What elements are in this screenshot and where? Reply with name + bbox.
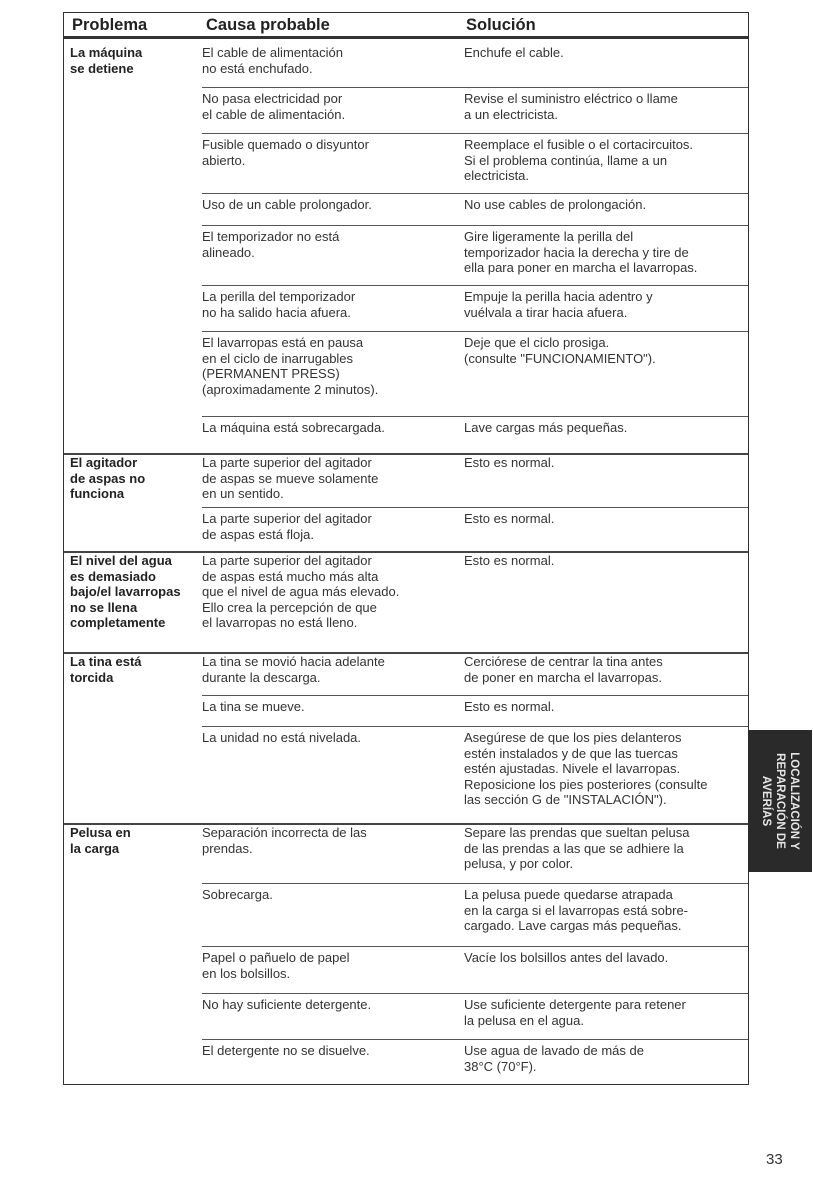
problem-label: Pelusa en la carga <box>70 825 131 856</box>
solution-cell: Separe las prendas que sueltan pelusa de las prendas a las que se adhiere la pelusa, y por color. <box>464 825 690 871</box>
problem-group <box>64 453 748 551</box>
problem-group <box>64 823 748 1086</box>
problem-group <box>64 551 748 652</box>
page-number: 33 <box>766 1151 783 1168</box>
solution-cell: Vacíe los bolsillos antes del lavado. <box>464 950 669 965</box>
solution-cell: No use cables de prolongación. <box>464 197 647 212</box>
cause-cell: Papel o pañuelo de papel en los bolsillos. <box>202 950 350 981</box>
problem-group <box>64 43 748 453</box>
solution-cell: Use agua de lavado de más de 38°C (70°F). <box>464 1043 644 1074</box>
solution-cell: Esto es normal. <box>464 553 555 568</box>
cause-cell: La tina se mueve. <box>202 699 305 714</box>
row-divider <box>202 946 748 947</box>
solution-cell: Gire ligeramente la perilla del temporizador hacia la derecha y tire de ella para poner en marcha el lavarropas. <box>464 229 698 275</box>
cause-cell: La perilla del temporizador no ha salido hacia afuera. <box>202 289 356 320</box>
troubleshooting-table <box>63 12 749 1085</box>
cause-cell: La parte superior del agitador de aspas se mueve solamente en un sentido. <box>202 455 379 501</box>
solution-cell: Esto es normal. <box>464 511 555 526</box>
solution-cell: Revise el suministro eléctrico o llame a un electricista. <box>464 91 678 122</box>
solution-cell: Use suficiente detergente para retener la pelusa en el agua. <box>464 997 686 1028</box>
cause-cell: El lavarropas está en pausa en el ciclo de inarrugables (PERMANENT PRESS) (aproximadamente 2 minutos). <box>202 335 379 397</box>
solution-cell: Esto es normal. <box>464 455 555 470</box>
cause-cell: El detergente no se disuelve. <box>202 1043 370 1058</box>
cause-cell: El cable de alimentación no está enchufado. <box>202 45 343 76</box>
problem-label: El agitador de aspas no funciona <box>70 455 146 501</box>
cause-cell: La unidad no está nivelada. <box>202 730 362 745</box>
cause-cell: Separación incorrecta de las prendas. <box>202 825 367 856</box>
section-tab <box>748 730 812 872</box>
row-divider <box>202 285 748 286</box>
cause-cell: Uso de un cable prolongador. <box>202 197 372 212</box>
solution-cell: Esto es normal. <box>464 699 555 714</box>
cause-cell: Sobrecarga. <box>202 887 273 902</box>
row-divider <box>202 883 748 884</box>
solution-cell: Empuje la perilla hacia adentro y vuélvala a tirar hacia afuera. <box>464 289 653 320</box>
cause-cell: La parte superior del agitador de aspas está floja. <box>202 511 372 542</box>
header-problem: Problema <box>72 16 148 34</box>
row-divider <box>202 726 748 727</box>
solution-cell: Cerciórese de centrar la tina antes de poner en marcha el lavarropas. <box>464 654 663 685</box>
cause-cell: El temporizador no está alineado. <box>202 229 340 260</box>
header-solution: Solución <box>466 16 536 34</box>
solution-cell: Deje que el ciclo prosiga. (consulte "FUNCIONAMIENTO"). <box>464 335 656 366</box>
row-divider <box>202 133 748 134</box>
cause-cell: La tina se movió hacia adelante durante la descarga. <box>202 654 385 685</box>
row-divider <box>202 695 748 696</box>
section-tab-label: LOCALIZACIÓN Y REPARACIÓN DE AVERÍAS <box>760 752 800 850</box>
problem-label: La tina está torcida <box>70 654 142 685</box>
row-divider <box>202 87 748 88</box>
row-divider <box>202 193 748 194</box>
row-divider <box>202 416 748 417</box>
cause-cell: La parte superior del agitador de aspas está mucho más alta que el nivel de agua más elevado. Ello crea la percepción de que el lavarropas no está lleno. <box>202 553 400 630</box>
problem-label: El nivel del agua es demasiado bajo/el lavarropas no se llena completamente <box>70 553 181 630</box>
cause-cell: La máquina está sobrecargada. <box>202 420 385 435</box>
row-divider <box>202 507 748 508</box>
solution-cell: Enchufe el cable. <box>464 45 564 60</box>
row-divider <box>202 993 748 994</box>
row-divider <box>202 331 748 332</box>
solution-cell: Reemplace el fusible o el cortacircuitos. Si el problema continúa, llame a un electricista. <box>464 137 694 183</box>
table-header <box>64 13 748 39</box>
row-divider <box>202 1039 748 1040</box>
cause-cell: No pasa electricidad por el cable de alimentación. <box>202 91 346 122</box>
problem-label: La máquina se detiene <box>70 45 143 76</box>
solution-cell: La pelusa puede quedarse atrapada en la carga si el lavarropas está sobre- cargado. Lave cargas más pequeñas. <box>464 887 689 933</box>
cause-cell: Fusible quemado o disyuntor abierto. <box>202 137 369 168</box>
cause-cell: No hay suficiente detergente. <box>202 997 372 1012</box>
row-divider <box>202 225 748 226</box>
solution-cell: Asegúrese de que los pies delanteros estén instalados y de que las tuercas estén ajustadas. Nivele el lavarropas. Reposicione los pies posteriores (consulte las sección G de "INSTALACIÓN"). <box>464 730 708 807</box>
problem-group <box>64 652 748 823</box>
solution-cell: Lave cargas más pequeñas. <box>464 420 628 435</box>
header-cause: Causa probable <box>206 16 330 34</box>
